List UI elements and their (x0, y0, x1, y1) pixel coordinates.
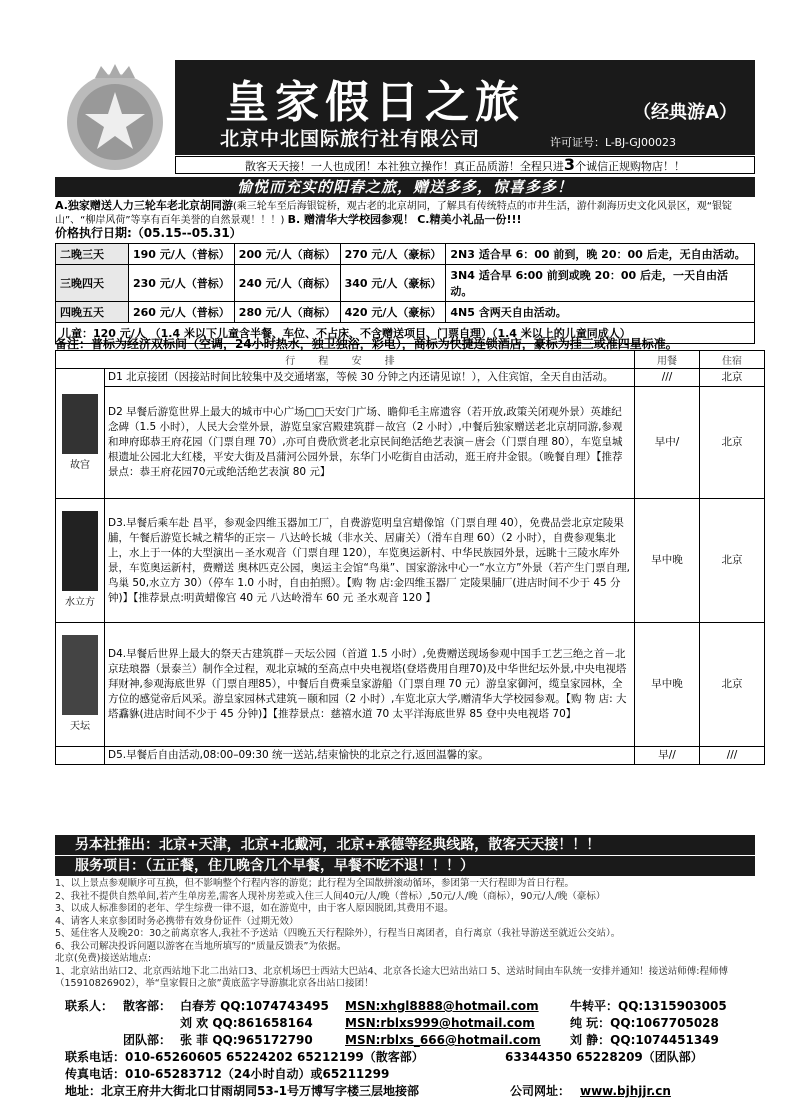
day-row (56, 387, 765, 499)
license-number: 许可证号：L-BJ-GJ00023 (550, 136, 677, 149)
title-banner (175, 60, 755, 155)
price-label: 三晚四天 (56, 265, 129, 302)
photo-caption: 水立方 (65, 597, 95, 608)
day-photo-cell (56, 747, 105, 765)
price-deluxe: 340 元/人（豪标） (340, 265, 446, 302)
contact-msn[interactable]: MSN:rblxs999@hotmail.com (345, 1016, 535, 1030)
contact-qq-right: 刘 静：QQ:1074451349 (570, 1033, 719, 1047)
tagline-band: 愉悦而充实的阳春之旅，赠送多多，惊喜多多！ (55, 177, 755, 197)
slogan-number: 3 (563, 155, 576, 174)
col-stay: 住宿 (700, 351, 765, 369)
intro-c-label: C.精美小礼品一份!!! (417, 213, 522, 226)
terms (55, 878, 765, 991)
group-dept-label: 团队部： (123, 1033, 172, 1047)
price-standard: 260 元/人（普标） (129, 302, 235, 323)
price-label: 二晚三天 (56, 244, 129, 265)
day-row (56, 499, 765, 623)
price-label: 四晚五天 (56, 302, 129, 323)
contact-block (55, 998, 755, 1100)
website-link[interactable]: www.bjhjjr.cn (580, 1084, 671, 1098)
contact-qq-right: 牛转平：QQ:1315903005 (570, 999, 727, 1013)
phone-retail: 联系电话：010-65260605 65224202 65212199（散客部） (65, 1050, 424, 1064)
term-item: 5、延住客人及晚20：30之前离京客人,我社不予送站（四晚五天行程除外），行程当日离团者，自行离京（我社导游送至就近公交站）。 (55, 928, 621, 939)
day-stay: 北京 (700, 499, 765, 623)
itinerary-header (56, 351, 765, 369)
service-band: 服务项目：（五正餐，住几晚含几个早餐，早餐不吃不退！！！） (55, 856, 755, 876)
itinerary-table (55, 350, 765, 765)
price-business: 280 元/人（商标） (234, 302, 340, 323)
remark: 备注：普标为经济双标间（空调，24小时热水，独卫独浴，彩电），商标为快捷连锁酒店，豪标为挂三或准四星标准。 (55, 337, 678, 351)
phone-group: 63344350 65228209（团队部） (505, 1050, 703, 1064)
price-deluxe: 270 元/人（豪标） (340, 244, 446, 265)
day-row (56, 623, 765, 747)
contact-qq: 刘 欢 QQ:861658164 (180, 1016, 313, 1030)
contact-row (55, 1032, 755, 1049)
price-row (56, 265, 755, 302)
intro-a-text: (乘三轮车至后海银锭桥，观古老的北京胡同，了解具有传统特点的市井生活，游什刹海历史文化风景区，观“银锭山”、“柳岸风荷”等享有百年美誉的自然景观！！！) (55, 201, 732, 226)
brochure (55, 60, 755, 1098)
price-date: 价格执行日期:（05.15--05.31） (55, 226, 242, 240)
price-note: 2N3 适合早 6：00 前到，晚 20：00 后走，无自由活动。 (446, 244, 755, 265)
contact-row (55, 1066, 755, 1083)
fax: 传真电话：010-65283712（24小时自动）或65211299 (65, 1067, 390, 1081)
contact-msn[interactable]: MSN:rblxs_666@hotmail.com (345, 1033, 541, 1047)
star-wreath-logo (55, 60, 175, 180)
price-standard: 230 元/人（普标） (129, 265, 235, 302)
term-item: 2、我社不提供自然单间,若产生单房差,需客人现补房差或入住三人间40元/人/晚（普标）,50元/人/晚（商标），90元/人/晚（豪标） (55, 890, 606, 902)
photo-caption: 天坛 (70, 721, 90, 732)
price-business: 200 元/人（商标） (234, 244, 340, 265)
contact-qq: 白春芳 QQ:1074743495 (180, 999, 329, 1013)
slogan (175, 156, 755, 174)
term-item: 1、北京站出站口2、北京西站地下北二出站口3、北京机场巴士西站大巴站4、北京各长途大巴站出站口 5、送站时间由车队统一安排并通知！接送站师傅:程师傅（15910826902），举“皇家假日之旅”黄底蓝字导游旗北京各出站口接团！ (55, 965, 728, 989)
contact-row (55, 1015, 755, 1032)
day-text: D5.早餐后自由活动,08:00–09:30 统一送站,结束愉快的北京之行,返回温馨的家。 (105, 747, 635, 765)
price-row (56, 302, 755, 323)
day-photo-cell (56, 623, 105, 747)
day-row (56, 369, 765, 387)
main-title: 皇家假日之旅 (225, 77, 525, 128)
contact-qq: 张 菲 QQ:965172790 (180, 1033, 313, 1047)
day-meal: /// (635, 369, 700, 387)
day-meal: 早中晚 (635, 623, 700, 747)
contact-title: 联系人： (65, 999, 114, 1013)
contact-msn[interactable]: MSN:xhgl8888@hotmail.com (345, 999, 539, 1013)
day-meal: 早中/ (635, 387, 700, 499)
header (55, 60, 755, 180)
term-item: 北京(免费)接送站地点: (55, 953, 152, 964)
retail-dept-label: 散客部： (123, 999, 172, 1013)
day-stay: 北京 (700, 387, 765, 499)
tour-type: （经典游A） (633, 102, 737, 123)
slogan-text-b: 个诚信正规购物店！！ (575, 160, 686, 173)
contact-row (55, 998, 755, 1015)
term-item: 6、我公司解决投诉问题以游客在当地所填写的“质量反馈表”为依据。 (55, 940, 347, 952)
price-table (55, 243, 755, 344)
day-meal: 早中晚 (635, 499, 700, 623)
contact-row (55, 1083, 755, 1100)
price-row (56, 244, 755, 265)
day-row (56, 747, 765, 765)
water-cube-photo (62, 511, 98, 591)
contact-qq-right: 纯 玩：QQ:1067705028 (570, 1016, 719, 1030)
slogan-text-a: 散客天天接！一人也成团！本社独立操作！真正品质游！全程只进 (244, 160, 564, 173)
temple-of-heaven-photo (62, 635, 98, 715)
price-business: 240 元/人（商标） (234, 265, 340, 302)
day-text: D1 北京接团（因接站时间比较集中及交通堵塞，等候 30 分钟之内还请见谅！），入住宾馆，全天自由活动。 (105, 369, 635, 387)
price-note: 3N4 适合早 6:00 前到或晚 20：00 后走，一天自由活动。 (446, 265, 755, 302)
col-plan: 行 程 安 排 (56, 351, 635, 369)
day-stay: 北京 (700, 623, 765, 747)
intro (55, 199, 755, 241)
day-photo-cell (56, 369, 105, 499)
forbidden-city-photo (62, 394, 98, 454)
term-item: 4、请客人来京参团时务必携带有效身份证件（过期无效） (55, 915, 299, 927)
day-text: D4.早餐后世界上最大的祭天古建筑群－天坛公园（首道 1.5 小时）,免费赠送现场参观中国手工艺三绝之首－北京珐琅器（景泰兰）制作全过程，观北京城的至高点中央电视塔(登塔费用自理70)及中华世纪坛外景,中央电视塔拜财神,参观海底世界（门票自理85），中餐后自费乘皇家游船（门票自理 70 元）游皇家御河，缆皇家园林，全方位的感觉帝后风采。游皇家园林式建筑－颐和园（2 小时）,车览北京大学,赠清华大学校园参观。【购 物 店: 大塔馫貅(进店时间不少于 45 分钟)】【推荐景点：慈禧水道 70 太平洋海底世界 85 登中央电视塔 70】 (105, 623, 635, 747)
price-standard: 190 元/人（普标） (129, 244, 235, 265)
website-label: 公司网址： (510, 1084, 571, 1098)
agency-name: 北京中北国际旅行社有限公司 (220, 128, 481, 150)
day-photo-cell (56, 499, 105, 623)
price-note: 4N5 含两天自由活动。 (446, 302, 755, 323)
address: 地址：北京王府井大街北口甘雨胡同53-1号万博写字楼三层地接部 (65, 1084, 420, 1098)
promo-band: 另本社推出：北京+天津，北京+北戴河，北京+承德等经典线路，散客天天接！！！ (55, 835, 755, 855)
contact-row (55, 1049, 755, 1066)
child-price: 儿童：120 元/人 （1.4 米以下儿童含半餐、车位、不占床、不含赠送项目、门票自理）（1.4 米以上的儿童同成人） (56, 323, 755, 344)
day-text: D2 早餐后游览世界上最大的城市中心广场□□天安门广场、瞻仰毛主席遗容（若开放,政策关闭观外景）英雄纪念碑（1.5 小时），人民大会堂外景，游览皇家宫殿建筑群－故宫（2 小时）,中餐后独家赠送老北京胡同游,参观和珅府邸恭王府花园（门票自理 70）,亦可自费欣赏老北京民间绝活绝艺表演－唐会（门票自理 80），车览皇城根遗址公园北大红楼，平安大街及昌蒲河公园外景，东华门小吃街自由活动，逛王府井金银。（晚餐自理）【推荐景点：恭王府花园70元或绝活绝艺表演 80 元】 (105, 387, 635, 499)
intro-b-label: B. 赠清华大学校园参观！ (287, 213, 415, 226)
term-item: 3、以成人标准参团的老年、学生综费一律不退，如在游览中，由于客人原因脱团,其费用不退。 (55, 903, 454, 914)
intro-a-label: A.独家赠送人力三轮车老北京胡同游 (55, 199, 233, 212)
day-meal: 早// (635, 747, 700, 765)
price-deluxe: 420 元/人（豪标） (340, 302, 446, 323)
photo-caption: 故宫 (70, 460, 90, 471)
day-text: D3.早餐后乘车赴 昌平，参观金四维玉器加工厂，自费游览明皇宫蜡像馆（门票自理 40），免费品尝北京定陵果脯，午餐后游览长城之精华的正宗－ 八达岭长城（非水关、居庸关）（滑车自理 60）（2 小时），自费参观集北上，水上于一体的大型演出－圣水观音（门票自理 120），车览奥运新村、中华民族园外景，远眺十三陵水库外景，车览奥运新村，费赠送 奥林匹克公园，奥运主会馆“鸟巢”、国家游泳中心一“水立方”外景（若产生门票自理,鸟巢 50,水立方 30）（停车 1.0 小时，自由拍照）。【购 物 店:金四维玉器厂 定陵果脯厂(进店时间不少于 45 分钟)】【推荐景点:明黄蜡像宫 40 元 八达岭滑车 60 元 圣水观音 120 】 (105, 499, 635, 623)
col-meal: 用餐 (635, 351, 700, 369)
day-stay: 北京 (700, 369, 765, 387)
term-item: 1、以上景点参观顺序可互换，但不影响整个行程内容的游览；此行程为全国散拼滚动循环，参团第一天行程即为首日行程。 (55, 878, 575, 889)
day-stay: /// (700, 747, 765, 765)
